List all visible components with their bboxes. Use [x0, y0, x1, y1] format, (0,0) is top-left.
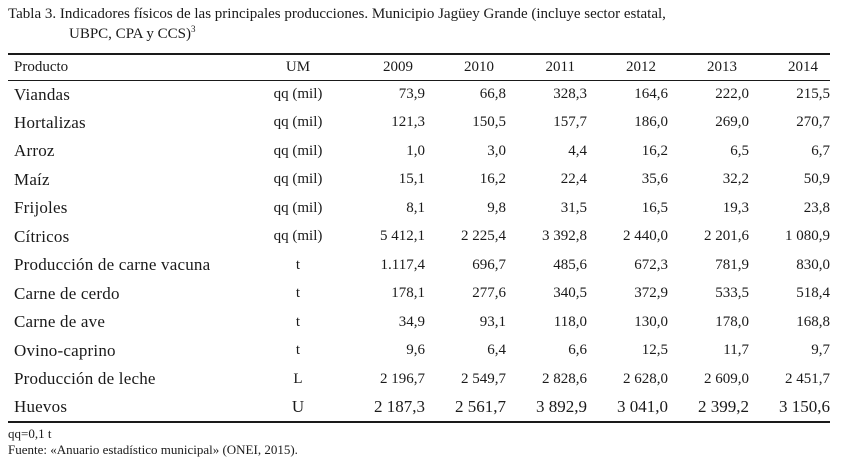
header-year — [749, 54, 830, 80]
table-row — [8, 137, 830, 166]
cell-value: 277,6 — [472, 285, 506, 302]
table-row — [8, 365, 830, 394]
table-row — [8, 394, 830, 423]
cell-value: 781,9 — [715, 256, 749, 273]
cell-producto: Producción de leche — [14, 369, 156, 389]
cell-value: 2 225,4 — [461, 228, 506, 245]
cell-value: 130,0 — [634, 313, 668, 330]
cell-value: 2 201,6 — [704, 228, 749, 245]
cell-value: 2 187,3 — [344, 394, 425, 423]
cell-value: 50,9 — [803, 171, 830, 188]
cell-value: 2 628,0 — [623, 370, 668, 387]
header-year — [425, 54, 506, 80]
cell-value: 6,6 — [568, 342, 587, 359]
header-um: UM — [252, 54, 344, 80]
cell-value: 12,5 — [641, 342, 668, 359]
cell-value: 73,9 — [398, 86, 425, 102]
table-row — [8, 80, 830, 109]
table-row — [8, 194, 830, 223]
header-year-label: 2014 — [788, 58, 818, 75]
cell-value: 9,8 — [487, 199, 506, 216]
cell-value: 178,1 — [391, 285, 425, 302]
table-row — [8, 223, 830, 252]
header-year — [344, 54, 425, 80]
cell-value: 372,9 — [634, 285, 668, 302]
cell-value: 34,9 — [398, 313, 425, 330]
cell-producto: Carne de ave — [14, 312, 106, 332]
cell-value: 270,7 — [796, 114, 830, 131]
cell-value: 5 412,1 — [380, 228, 425, 245]
cell-value: 16,2 — [641, 142, 668, 159]
cell-producto: Ovino-caprino — [14, 340, 116, 360]
cell-producto: Arroz — [14, 141, 55, 161]
header-year — [587, 54, 668, 80]
cell-um: t — [295, 313, 301, 330]
header-year-label: 2010 — [464, 58, 494, 75]
cell-um: qq (mil) — [273, 142, 323, 159]
cell-um: qq (mil) — [273, 228, 323, 245]
cell-value: 3 150,6 — [749, 394, 830, 423]
header-row — [8, 54, 830, 80]
cell-value: 3,0 — [487, 142, 506, 159]
table-row — [8, 280, 830, 309]
cell-value: 328,3 — [553, 86, 587, 102]
cell-value: 222,0 — [715, 86, 749, 102]
cell-um: t — [295, 342, 301, 359]
table-notes — [8, 426, 298, 458]
table-row — [8, 251, 830, 280]
cell-value: 830,0 — [796, 256, 830, 273]
cell-value: 1 080,9 — [785, 228, 830, 245]
cell-value: 672,3 — [634, 256, 668, 273]
cell-value: 340,5 — [553, 285, 587, 302]
cell-value: 168,8 — [796, 313, 830, 330]
table-body — [8, 80, 830, 422]
cell-value: 66,8 — [479, 86, 506, 102]
cell-value: 93,1 — [479, 313, 506, 330]
cell-value: 4,4 — [568, 142, 587, 159]
caption-line-1: Tabla 3. Indicadores físicos de las principales producciones. Municipio Jagüey Grande (incluye sector estatal, — [8, 6, 666, 22]
caption-footnote-ref: 3 — [191, 24, 196, 34]
cell-value: 8,1 — [406, 199, 425, 216]
cell-value: 186,0 — [634, 114, 668, 131]
table-row — [8, 308, 830, 337]
cell-value: 19,3 — [722, 199, 749, 216]
header-year — [668, 54, 749, 80]
cell-value: 1,0 — [406, 142, 425, 159]
header-year-label: 2011 — [545, 58, 575, 75]
production-table-container — [8, 53, 830, 423]
cell-value: 6,4 — [487, 342, 506, 359]
cell-value: 6,7 — [811, 142, 830, 159]
header-year-label: 2009 — [383, 58, 413, 75]
cell-value: 6,5 — [730, 142, 749, 159]
table-row — [8, 337, 830, 366]
cell-value: 518,4 — [796, 285, 830, 302]
cell-value: 2 196,7 — [380, 370, 425, 387]
header-year-label: 2013 — [707, 58, 737, 75]
cell-um: L — [293, 370, 303, 387]
cell-value: 11,7 — [723, 342, 749, 359]
table-row — [8, 109, 830, 138]
cell-producto: Frijoles — [14, 198, 68, 218]
cell-value: 2 561,7 — [425, 394, 506, 423]
cell-um: qq (mil) — [273, 86, 323, 102]
cell-um: t — [295, 256, 301, 273]
cell-producto: Producción de carne vacuna — [14, 255, 211, 275]
cell-um: qq (mil) — [273, 171, 323, 188]
cell-value: 32,2 — [722, 171, 749, 188]
cell-value: 269,0 — [715, 114, 749, 131]
cell-value: 2 549,7 — [461, 370, 506, 387]
cell-value: 164,6 — [634, 86, 668, 102]
cell-value: 9,6 — [406, 342, 425, 359]
cell-value: 2 451,7 — [785, 370, 830, 387]
table-caption — [8, 4, 838, 44]
source-note: Fuente: «Anuario estadístico municipal» (ONEI, 2015). — [8, 442, 298, 457]
cell-value: 2 828,6 — [542, 370, 587, 387]
caption-line-2-text: UBPC, CPA y CCS) — [69, 26, 192, 42]
cell-value: 1.117,4 — [380, 256, 425, 273]
cell-producto: Hortalizas — [14, 112, 86, 132]
cell-value: 2 440,0 — [623, 228, 668, 245]
cell-value: 485,6 — [553, 256, 587, 273]
cell-producto: Viandas — [14, 84, 71, 104]
cell-value: 9,7 — [811, 342, 830, 359]
header-producto: Producto — [8, 54, 252, 80]
cell-value: 118,0 — [553, 313, 587, 330]
cell-value: 35,6 — [641, 171, 668, 188]
cell-value: 150,5 — [472, 114, 506, 131]
cell-value: 15,1 — [398, 171, 425, 188]
cell-value: 16,5 — [641, 199, 668, 216]
cell-producto: Maíz — [14, 169, 50, 189]
cell-producto: Carne de cerdo — [14, 283, 120, 303]
cell-value: 3 041,0 — [587, 394, 668, 423]
cell-um: qq (mil) — [273, 199, 323, 216]
cell-value: 3 392,8 — [542, 228, 587, 245]
table-row — [8, 166, 830, 195]
cell-value: 16,2 — [479, 171, 506, 188]
cell-value: 23,8 — [803, 199, 830, 216]
cell-um: qq (mil) — [273, 114, 323, 131]
header-year — [506, 54, 587, 80]
cell-value: 121,3 — [391, 114, 425, 131]
cell-value: 696,7 — [472, 256, 506, 273]
production-table — [8, 53, 830, 423]
cell-value: 3 892,9 — [506, 394, 587, 423]
cell-value: 533,5 — [715, 285, 749, 302]
cell-producto: Cítricos — [14, 226, 70, 246]
cell-um: t — [295, 285, 301, 302]
cell-value: 22,4 — [560, 171, 587, 188]
cell-producto: Huevos — [8, 394, 252, 423]
cell-value: 215,5 — [796, 86, 830, 102]
cell-value: 31,5 — [560, 199, 587, 216]
caption-line-2 — [8, 24, 838, 44]
cell-value: 157,7 — [553, 114, 587, 131]
cell-value: 2 399,2 — [668, 394, 749, 423]
unit-note: qq=0,1 t — [8, 426, 52, 441]
cell-value: 2 609,0 — [704, 370, 749, 387]
cell-value: 178,0 — [715, 313, 749, 330]
cell-um: U — [252, 394, 344, 423]
header-year-label: 2012 — [626, 58, 656, 75]
